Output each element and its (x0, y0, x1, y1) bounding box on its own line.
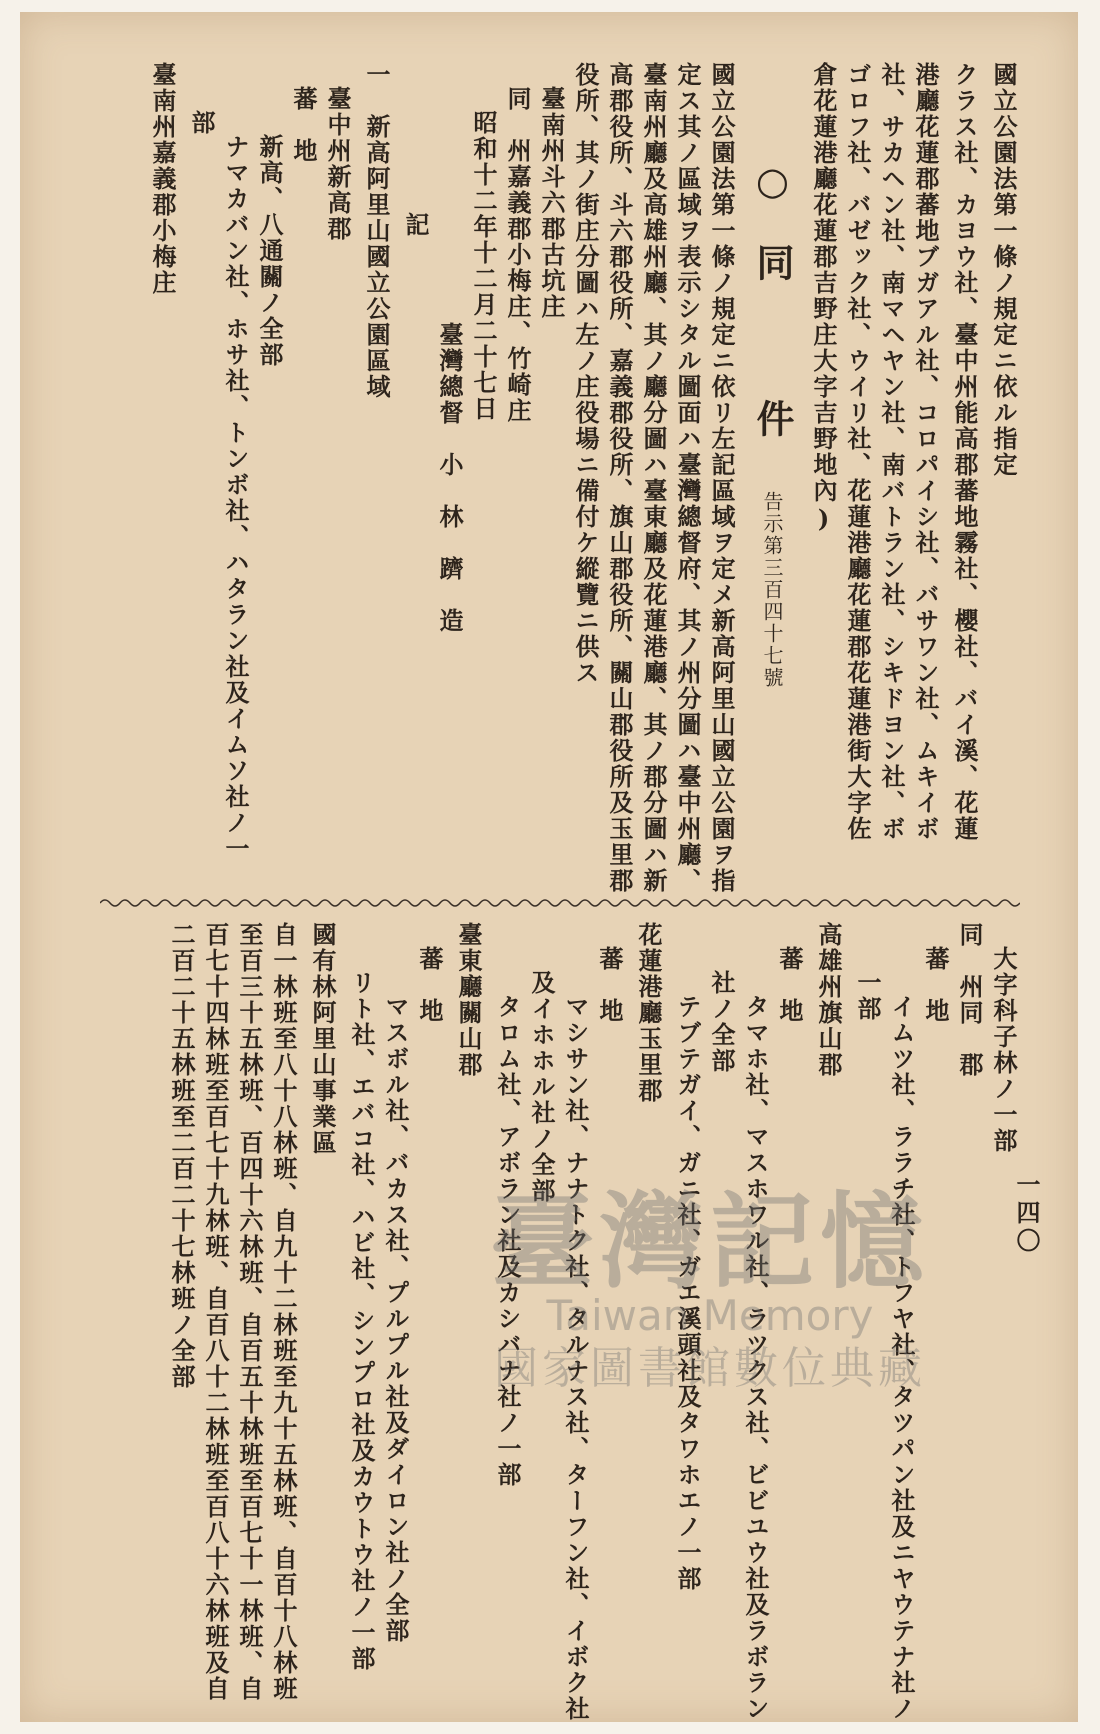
text-column: 大字科子林ノ一部 (989, 946, 1018, 1154)
text-column: 蕃 地 (921, 946, 950, 1024)
document-page (20, 12, 1078, 1722)
text-column: 高郡役所、斗六郡役所、嘉義郡役所、旗山郡役所、關山郡役所及玉里郡 (605, 62, 634, 894)
text-column: タマホ社、マスホワル社、ラツクス社、ビビユウ社及ラボラン (741, 994, 770, 1722)
text-column: イムツ社、ララチ社、トフヤ社、タツパン社及ニヤウテナ社ノ (887, 994, 916, 1722)
text-column: 定ス其ノ區域ヲ表示シタル圖面ハ臺灣總督府、其ノ州分圖ハ臺中州廳、 (673, 62, 702, 894)
text-column: 臺南州斗六郡古坑庄 (537, 86, 566, 320)
text-column: ゴロフ社、バゼック社、ウイリ社、花蓮港廳花蓮郡花蓮港街大字佐 (843, 62, 872, 842)
text-column: 社、サカヘン社、南マヘヤン社、南バトラン社、シキドヨン社、ボ (877, 62, 906, 842)
notice-heading: ○同 件 (750, 158, 795, 477)
text-column: 同 州同 郡 (955, 922, 984, 1078)
text-column: 臺南州嘉義郡小梅庄 (148, 62, 177, 296)
text-column: リト社、エバコ社、ハビ社、シンプロ社及カウトウ社ノ一部 (347, 970, 376, 1672)
notice-number: 告示第三百四十七號 (760, 491, 784, 689)
text-column: 二百二十五林班至二百二十七林班ノ全部 (167, 922, 196, 1390)
watermark-english: Taiwan Memory (546, 1291, 874, 1340)
notice-heading-column (748, 62, 796, 689)
ki-mark: 記 (401, 212, 430, 238)
text-column: 百七十四林班至百七十九林班、自百八十二林班至百八十六林班及自 (201, 922, 230, 1702)
text-column: テブテガイ、ガニ社、ガエ溪頭社及タワホエノ一部 (673, 994, 702, 1592)
text-column: マスボル社、バカス社、プルプル社及ダイロン社ノ全部 (381, 994, 410, 1644)
text-column: クラス社、カヨウ社、臺中州能高郡蕃地霧社、櫻社、バイ溪、花蓮 (950, 62, 979, 842)
watermark-subtitle: 國家圖書館數位典藏 (494, 1343, 926, 1394)
text-column: 蕃 地 (595, 946, 624, 1024)
text-column: 蕃 地 (415, 946, 444, 1024)
signature: 臺灣總督 小 林 躋 造 (435, 322, 464, 634)
text-column: 役所、其ノ街庄分圖ハ左ノ庄役場ニ備付ケ縱覽ニ供ス (571, 62, 600, 686)
text-column: 蕃 地 (775, 946, 804, 1024)
text-column: 一 新高阿里山國立公園區域 (362, 62, 391, 400)
text-column: 自一林班至八十八林班、自九十二林班至九十五林班、自百十八林班 (269, 922, 298, 1702)
upper-section (90, 62, 1020, 892)
text-column: 社ノ全部 (707, 970, 736, 1074)
text-column: 一部 (853, 970, 882, 1022)
text-column: ナマカバン社、ホサ社、トンボ社、ハタラン社及イムソ社ノ一 (221, 134, 250, 862)
lower-section (90, 922, 1020, 1722)
text-column: 同 州嘉義郡小梅庄、竹崎庄 (503, 86, 532, 424)
text-column: 至百三十五林班、百四十六林班、自百五十林班至百七十一林班、自 (235, 922, 264, 1702)
text-column: マシサン社、ナナトク社、タルナス社、ターフン社、イボク社 (561, 994, 590, 1722)
page-number: 一四〇 (1012, 1172, 1041, 1256)
section-header: 國立公園法第一條ノ規定ニ依ル指定 (989, 62, 1018, 478)
text-column: 部 (187, 110, 216, 136)
text-column: 及イホホル社ノ全部 (527, 970, 556, 1204)
text-column: 臺南州廳及高雄州廳、其ノ廳分圖ハ臺東廳及花蓮港廳、其ノ郡分圖ハ新 (639, 62, 668, 894)
text-column: 港廳花蓮郡蕃地ブガアル社、コロパイシ社、バサワン社、ムキイボ (911, 62, 940, 842)
date: 昭和十二年十二月二十七日 (469, 110, 498, 422)
text-column: 新高、八通關ノ全部 (255, 134, 284, 368)
wavy-divider (100, 896, 1020, 910)
text-column: 花蓮港廳玉里郡 (634, 922, 663, 1104)
text-column: 國有林阿里山事業區 (308, 922, 337, 1156)
text-column: 臺東廳關山郡 (454, 922, 483, 1078)
text-column: 臺中州新高郡 (323, 86, 352, 242)
text-column: 蕃 地 (289, 86, 318, 164)
text-column: タロム社、アボラン社及カシバナ社ノ一部 (493, 994, 522, 1488)
text-column: 倉花蓮港廳花蓮郡吉野庄大字吉野地內) (809, 62, 838, 535)
watermark-title: 臺灣記憶 (489, 1180, 930, 1303)
text-column: 高雄州旗山郡 (814, 922, 843, 1078)
text-column: 國立公園法第一條ノ規定ニ依リ左記區域ヲ定メ新高阿里山國立公園ヲ指 (707, 62, 736, 894)
